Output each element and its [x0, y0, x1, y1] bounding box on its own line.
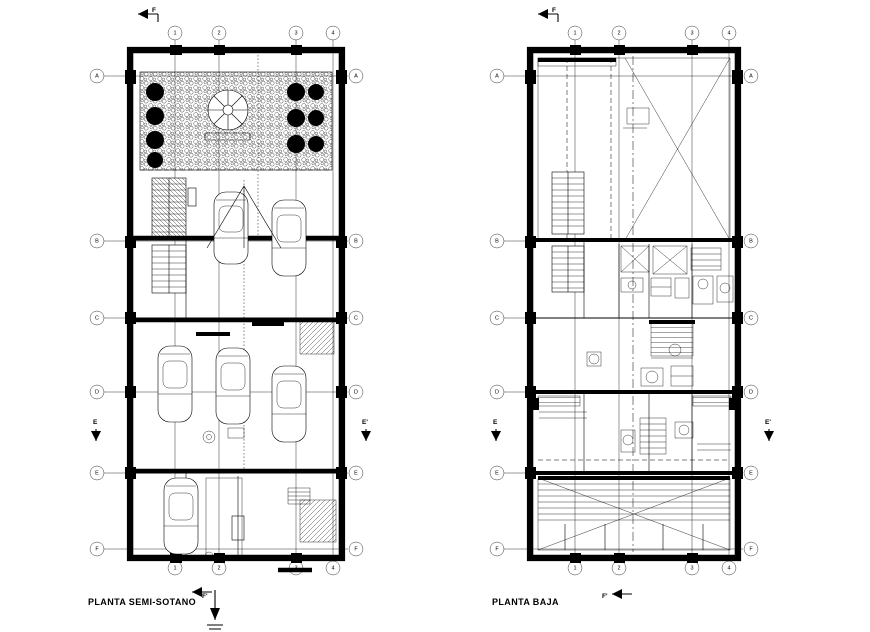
svg-text:1: 1 — [173, 30, 177, 37]
car-3 — [158, 346, 192, 422]
planta-baja-drawing — [435, 0, 870, 632]
section-mark-E-right — [361, 419, 371, 441]
svg-text:F: F — [495, 546, 499, 553]
svg-text:A: A — [354, 73, 358, 80]
svg-text:F': F' — [602, 593, 608, 600]
svg-text:C: C — [95, 315, 99, 322]
svg-text:4: 4 — [727, 30, 731, 37]
svg-text:B: B — [95, 238, 99, 245]
svg-text:D: D — [95, 389, 99, 396]
svg-text:F: F — [152, 7, 156, 14]
stair-upper — [152, 178, 186, 240]
section-mark-F-bottom — [602, 589, 632, 600]
svg-text:2: 2 — [217, 30, 221, 37]
svg-text:3: 3 — [294, 30, 298, 37]
svg-text:B: B — [749, 238, 753, 245]
stair-upper — [552, 172, 584, 234]
svg-text:C: C — [354, 315, 358, 322]
car-4 — [216, 348, 250, 424]
svg-text:F: F — [354, 546, 358, 553]
svg-text:E: E — [354, 470, 358, 477]
grid-bubbles-bottom — [168, 561, 340, 575]
section-mark-E-right — [764, 419, 774, 441]
grid-bubbles-bottom — [568, 561, 736, 575]
svg-text:C: C — [749, 315, 753, 322]
svg-text:F: F — [749, 546, 753, 553]
svg-text:1: 1 — [573, 565, 577, 572]
grid-bubbles-right — [349, 69, 363, 556]
svg-text:4: 4 — [331, 565, 335, 572]
svg-text:F: F — [552, 7, 556, 14]
svg-text:A: A — [749, 73, 753, 80]
svg-text:E: E — [93, 419, 98, 426]
svg-text:1: 1 — [173, 565, 177, 572]
misc-fixtures — [196, 322, 312, 572]
caption-planta-baja: PLANTA BAJA — [492, 597, 559, 607]
section-mark-F-top — [138, 7, 158, 22]
svg-text:F: F — [95, 546, 99, 553]
svg-text:E': E' — [362, 419, 368, 426]
svg-text:3: 3 — [690, 30, 694, 37]
svg-text:2: 2 — [617, 30, 621, 37]
svg-text:E': E' — [765, 419, 771, 426]
car-2 — [272, 200, 306, 276]
svg-text:C: C — [495, 315, 499, 322]
kitchen-bath-cluster — [621, 246, 733, 304]
svg-text:4: 4 — [331, 30, 335, 37]
svg-text:E: E — [749, 470, 753, 477]
car-6 — [164, 478, 198, 554]
car-5 — [272, 366, 306, 442]
terrace-lower — [538, 476, 730, 550]
svg-text:3: 3 — [690, 565, 694, 572]
svg-text:D: D — [495, 389, 499, 396]
svg-text:F': F' — [202, 593, 208, 600]
svg-text:4: 4 — [727, 565, 731, 572]
svg-text:E: E — [495, 470, 499, 477]
grid-bubbles-right — [744, 69, 758, 556]
svg-text:2: 2 — [617, 565, 621, 572]
section-mark-F-bottom — [192, 587, 223, 629]
svg-text:1: 1 — [573, 30, 577, 37]
svg-text:B: B — [354, 238, 358, 245]
stair-lower — [552, 246, 584, 292]
svg-text:A: A — [495, 73, 499, 80]
caption-planta-semi-sotano: PLANTA SEMI-SOTANO — [88, 597, 197, 607]
svg-text:B: B — [495, 238, 499, 245]
svg-text:D: D — [749, 389, 753, 396]
section-mark-E-left — [91, 419, 101, 441]
svg-text:E: E — [95, 470, 99, 477]
section-mark-E-left — [491, 419, 501, 441]
svg-text:D: D — [354, 389, 358, 396]
svg-text:E: E — [493, 419, 498, 426]
section-mark-F-top — [538, 7, 558, 22]
svg-text:2: 2 — [217, 565, 221, 572]
svg-text:A: A — [95, 73, 99, 80]
